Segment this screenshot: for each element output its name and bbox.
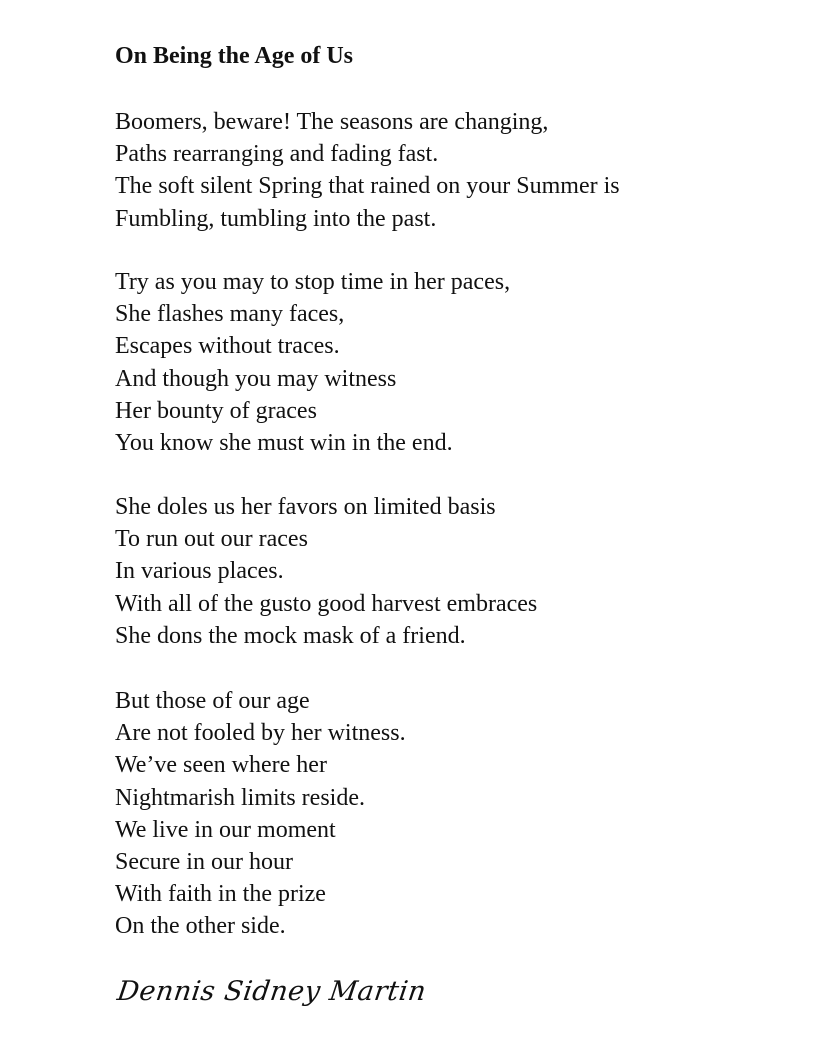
stanza-3 <box>115 491 537 652</box>
poem-line: And though you may witness <box>115 365 397 392</box>
poem-line: On the other side. <box>115 913 286 940</box>
poem-line: She doles us her favors on limited basis <box>115 494 496 520</box>
poem-line: We live in our moment <box>115 816 336 843</box>
poem-line: Her bounty of graces <box>115 397 317 424</box>
poem-line: You know she must win in the end. <box>115 430 453 457</box>
stanza-4 <box>115 685 406 943</box>
poem-line: With faith in the prize <box>115 881 326 908</box>
author-signature: Dennis Sidney Martin <box>115 976 429 1007</box>
stanza-2 <box>115 266 510 459</box>
poem-line: With all of the gusto good harvest embraces <box>115 590 538 617</box>
poem-line: Try as you may to stop time in her paces, <box>115 269 511 295</box>
poem-line: In various places. <box>115 558 284 585</box>
poem-line: Are not fooled by her witness. <box>115 720 406 747</box>
poem-line: Boomers, beware! The seasons are changing, <box>115 109 549 135</box>
poem-line: She flashes many faces, <box>115 301 345 328</box>
poem-line: We’ve seen where her <box>115 752 327 779</box>
poem-line: Fumbling, tumbling into the past. <box>115 205 437 232</box>
poem-line: But those of our age <box>115 688 310 714</box>
poem-line: Secure in our hour <box>115 849 293 876</box>
poem-line: To run out our races <box>115 526 308 553</box>
poem-line: Paths rearranging and fading fast. <box>115 141 439 168</box>
poem-line: She dons the mock mask of a friend. <box>115 622 466 649</box>
poem-title: On Being the Age of Us <box>115 43 354 69</box>
poem-line: The soft silent Spring that rained on your Summer is <box>115 173 620 200</box>
poem-line: Nightmarish limits reside. <box>115 784 365 811</box>
stanza-1 <box>115 106 620 235</box>
poem-line: Escapes without traces. <box>115 333 340 360</box>
